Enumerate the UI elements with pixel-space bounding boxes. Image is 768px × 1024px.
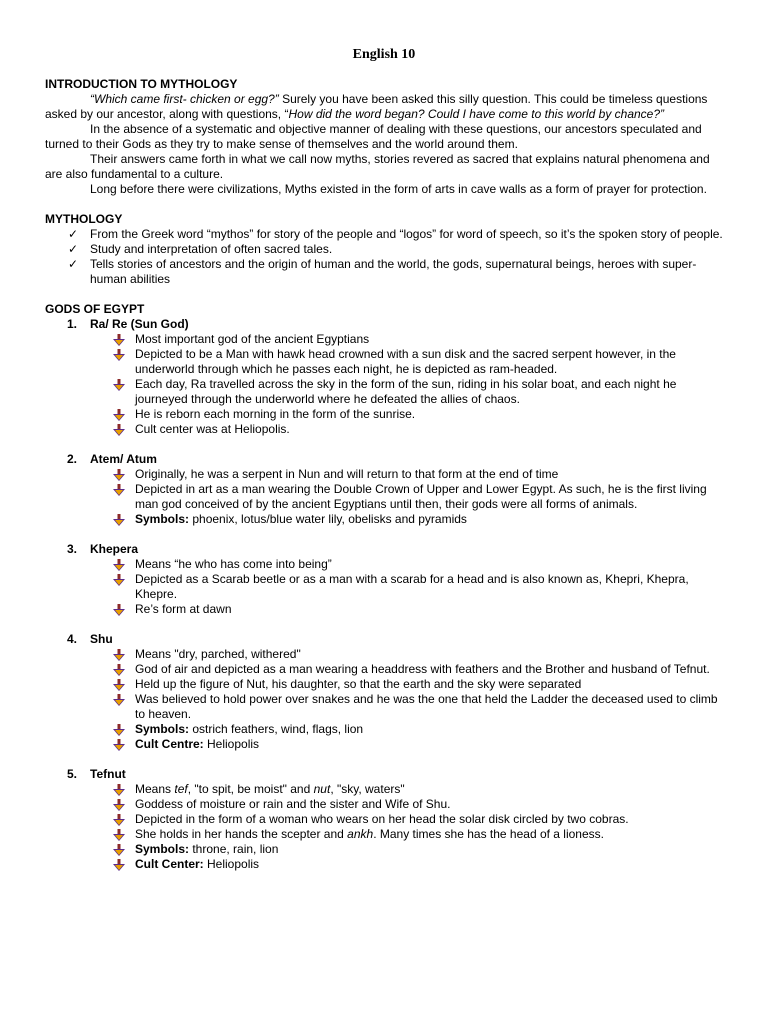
arrow-bullet-icon [113, 379, 125, 391]
symbols-text: ostrich feathers, wind, flags, lion [189, 722, 364, 736]
god-ra [45, 317, 725, 437]
arrow-bullet-icon [113, 604, 125, 616]
god-heading [45, 632, 725, 647]
list-item [135, 842, 725, 857]
cult-center-label: Cult Center: [135, 857, 204, 871]
symbols-text: throne, rain, lion [189, 842, 279, 856]
intro-paragraph-1 [45, 92, 725, 122]
arrow-bullet-icon [113, 334, 125, 346]
gods-heading: GODS OF EGYPT [45, 302, 145, 316]
arrow-bullet-icon [113, 409, 125, 421]
symbols-label: Symbols: [135, 842, 190, 856]
document-body [45, 0, 725, 872]
symbols-text: phoenix, lotus/blue water lily, obelisks and pyramids [189, 512, 467, 526]
list-item [135, 827, 725, 842]
arrow-bullet-icon [113, 349, 125, 361]
text-italic: ankh [347, 827, 374, 841]
list-item-text: Depicted in art as a man wearing the Double Crown of Upper and Lower Egypt. As such, he is the first living man god conceived of by the ancient Egyptians until then, their gods were all forms of animals. [135, 482, 707, 511]
list-item [135, 857, 725, 872]
god-heading [45, 767, 725, 782]
list-item [135, 602, 725, 617]
arrow-bullet-icon [113, 514, 125, 526]
god-name: Khepera [90, 542, 139, 556]
intro-quote: “Which came first- chicken or egg?” [90, 92, 279, 106]
god-name: Tefnut [90, 767, 126, 781]
list-item [135, 347, 725, 377]
arrow-bullet-icon [113, 814, 125, 826]
text-segment: , "sky, waters" [330, 782, 405, 796]
list-item-text: Means "dry, parched, withered" [135, 647, 301, 661]
intro-quote-2: How did the word began? Could I have come to this world by chance?” [288, 107, 665, 121]
list-item [135, 332, 725, 347]
text-segment: She holds in her hands the scepter and [135, 827, 348, 841]
list-item-text: God of air and depicted as a man wearing a headdress with feathers and the Brother and husband of Tefnut. [135, 662, 710, 676]
list-item-text: Each day, Ra travelled across the sky in the form of the sun, riding in his solar boat, and each night he journeyed through the underworld where he defeated the allies of chaos. [135, 377, 677, 406]
arrow-bullet-icon [113, 649, 125, 661]
god-khepera [45, 542, 725, 617]
god-atem [45, 452, 725, 527]
checkmark-icon: ✓ [68, 242, 79, 256]
checkmark-icon: ✓ [68, 227, 79, 241]
arrow-bullet-icon [113, 679, 125, 691]
list-item [135, 647, 725, 662]
text-segment: , "to spit, be moist" and [187, 782, 314, 796]
list-item-text: Depicted to be a Man with hawk head crowned with a sun disk and the sacred serpent however, in the underworld through which he passes each night, he is depicted as ram-headed. [135, 347, 676, 376]
list-item-text: Held up the figure of Nut, his daughter, so that the earth and the sky were separated [135, 677, 582, 691]
god-number: 5. [67, 767, 78, 781]
god-heading [45, 452, 725, 467]
list-item [135, 662, 725, 677]
text-segment: . Many times she has the head of a lioness. [373, 827, 604, 841]
list-item-text: Originally, he was a serpent in Nun and will return to that form at the end of time [135, 467, 559, 481]
list-item-text: Re’s form at dawn [135, 602, 232, 616]
list-item-text: Was believed to hold power over snakes and he was the one that held the Ladder the deceased used to climb to heaven. [135, 692, 718, 721]
arrow-bullet-icon [113, 799, 125, 811]
list-item-text: Study and interpretation of often sacred tales. [90, 242, 333, 256]
arrow-bullet-icon [113, 784, 125, 796]
list-item [135, 572, 725, 602]
list-item [135, 677, 725, 692]
list-item-text: Cult center was at Heliopolis. [135, 422, 290, 436]
intro-paragraph-3: Their answers came forth in what we call now myths, stories revered as sacred that explains natural phenomena and are also fundamental to a culture. [45, 152, 710, 181]
list-item [135, 692, 725, 722]
god-number: 2. [67, 452, 78, 466]
list-item [135, 812, 725, 827]
intro-paragraph-2: In the absence of a systematic and objective manner of dealing with these questions, our ancestors speculated and turned to their Gods as they try to make sense of themselves and the world around them. [45, 122, 702, 151]
arrow-bullet-icon [113, 829, 125, 841]
list-item-text: Depicted as a Scarab beetle or as a man with a scarab for a head and is also known as, Khepri, Khepra, Khepre. [135, 572, 689, 601]
text-italic: tef [174, 782, 188, 796]
list-item [135, 722, 725, 737]
list-item [135, 782, 725, 797]
page-title: English 10 [352, 47, 416, 62]
arrow-bullet-icon [113, 694, 125, 706]
list-item-text: He is reborn each morning in the form of the sunrise. [135, 407, 416, 421]
list-item [135, 467, 725, 482]
symbols-label: Symbols: [135, 722, 190, 736]
list-item [135, 737, 725, 752]
arrow-bullet-icon [113, 424, 125, 436]
cult-centre-label: Cult Centre: [135, 737, 204, 751]
list-item [68, 242, 725, 257]
list-item [135, 557, 725, 572]
arrow-bullet-icon [113, 859, 125, 871]
symbols-label: Symbols: [135, 512, 190, 526]
list-item [135, 512, 725, 527]
mythology-heading: MYTHOLOGY [45, 212, 123, 226]
list-item [135, 422, 725, 437]
list-item-text: Means “he who has come into being” [135, 557, 332, 571]
mythology-list [45, 227, 725, 287]
list-item-text: Goddess of moisture or rain and the sister and Wife of Shu. [135, 797, 451, 811]
god-number: 1. [67, 317, 78, 331]
god-heading [45, 542, 725, 557]
god-heading [45, 317, 725, 332]
list-item [68, 227, 725, 242]
list-item-text: Tells stories of ancestors and the origin of human and the world, the gods, supernatural beings, heroes with super-human abilities [90, 257, 697, 286]
text-italic: nut [313, 782, 331, 796]
list-item [135, 797, 725, 812]
arrow-bullet-icon [113, 469, 125, 481]
intro-p1-text: Surely you have been asked this silly question. This could be timeless questions asked by our ancestor, along with questions, “ [45, 92, 708, 121]
cult-centre-text: Heliopolis [203, 737, 260, 751]
arrow-bullet-icon [113, 484, 125, 496]
checkmark-icon: ✓ [68, 257, 79, 271]
arrow-bullet-icon [113, 559, 125, 571]
arrow-bullet-icon [113, 739, 125, 751]
list-item [135, 407, 725, 422]
cult-center-text: Heliopolis [203, 857, 260, 871]
list-item [135, 482, 725, 512]
arrow-bullet-icon [113, 574, 125, 586]
list-item-text: Depicted in the form of a woman who wears on her head the solar disk circled by two cobras. [135, 812, 629, 826]
arrow-bullet-icon [113, 724, 125, 736]
list-item-text: Most important god of the ancient Egyptians [135, 332, 370, 346]
god-name: Atem/ Atum [90, 452, 157, 466]
arrow-bullet-icon [113, 664, 125, 676]
god-number: 3. [67, 542, 78, 556]
god-shu [45, 632, 725, 752]
list-item [68, 257, 725, 287]
god-tefnut [45, 767, 725, 872]
arrow-bullet-icon [113, 844, 125, 856]
god-name: Shu [90, 632, 113, 646]
list-item [135, 377, 725, 407]
intro-heading: INTRODUCTION TO MYTHOLOGY [45, 77, 238, 91]
god-number: 4. [67, 632, 78, 646]
god-name: Ra/ Re (Sun God) [90, 317, 189, 331]
text-segment: Means [135, 782, 175, 796]
intro-paragraph-4: Long before there were civilizations, Myths existed in the form of arts in cave walls as a form of prayer for protection. [90, 182, 707, 196]
list-item-text: From the Greek word “mythos” for story of the people and “logos” for word of speech, so it’s the spoken story of people. [90, 227, 723, 241]
